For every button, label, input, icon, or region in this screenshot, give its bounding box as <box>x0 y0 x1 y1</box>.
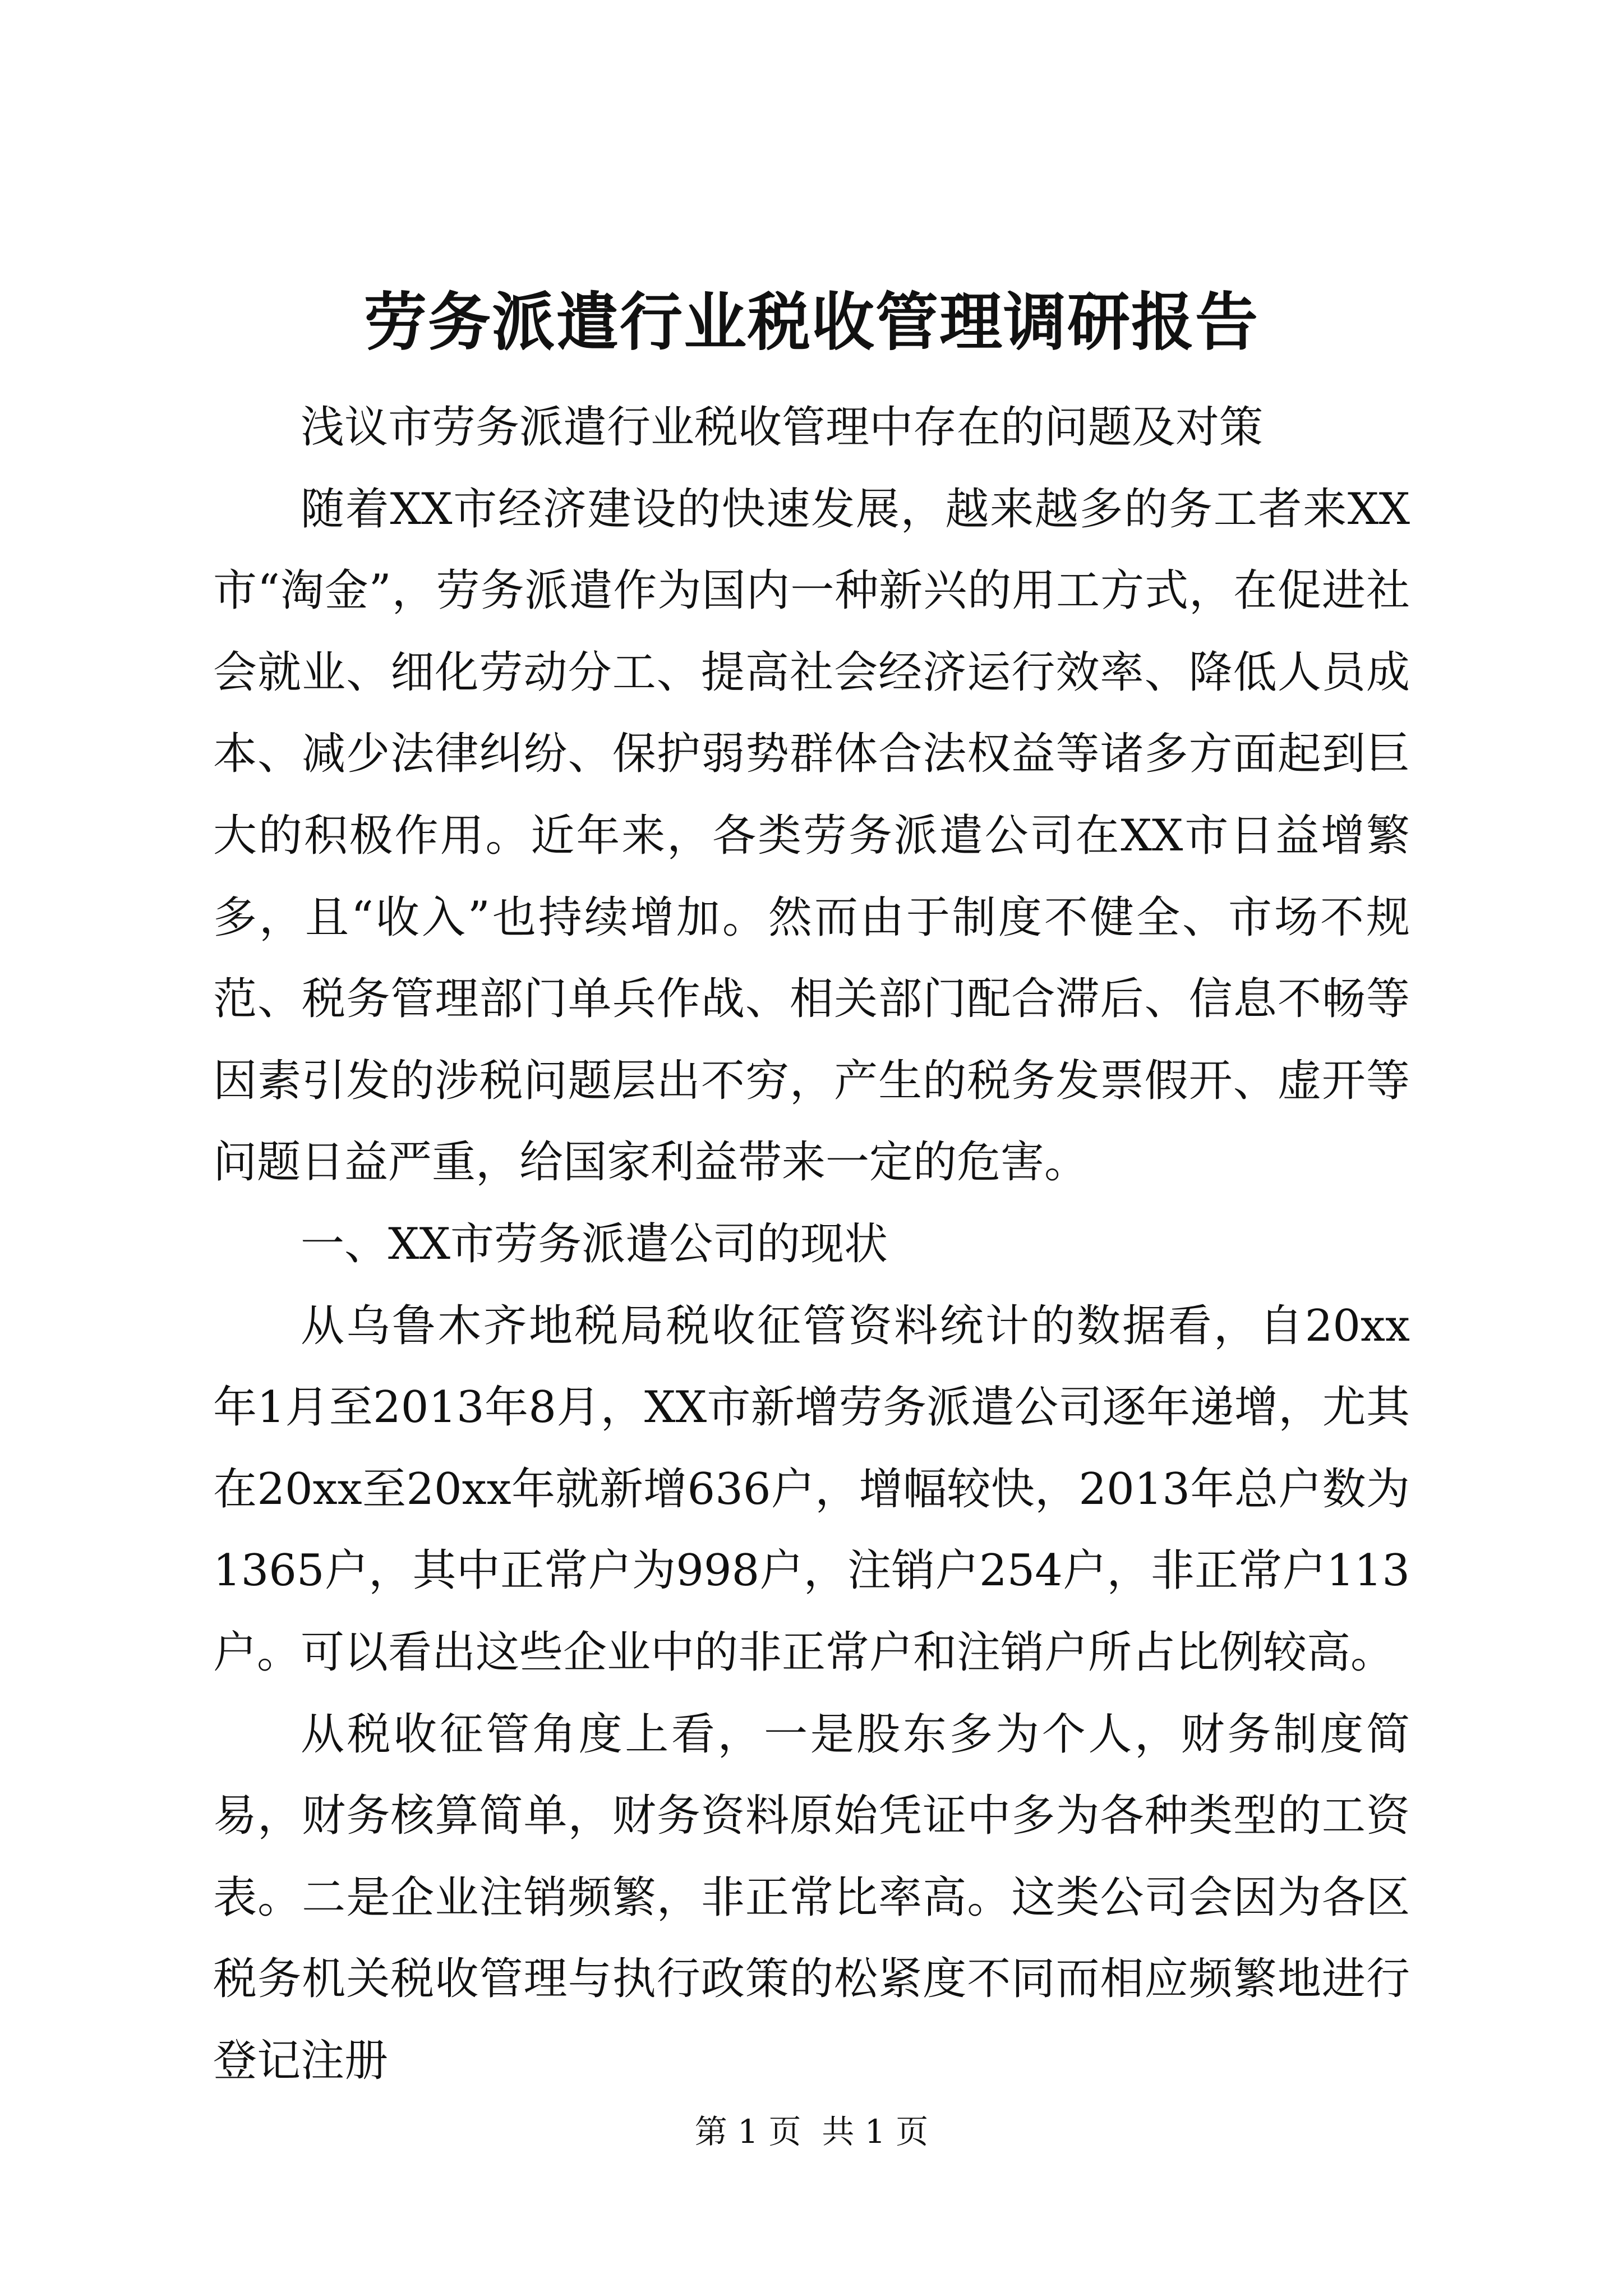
tax-management-paragraph: 从税收征管角度上看，一是股东多为个人，财务制度简易，财务核算简单，财务资料原始凭证中多为各种类型的工资表。二是企业注销频繁，非正常比率高。这类公司会因为各区税务机关税收管理与执行政策的松紧度不同而相应频繁地进行登记注册 <box>213 1709 1410 2086</box>
intro-paragraph: 随着XX市经济建设的快速发展，越来越多的务工者来XX市“淘金”，劳务派遣作为国内一种新兴的用工方式，在促进社会就业、细化劳动分工、提高社会经济运行效率、降低人员成本、减少法律纠纷、保护弱势群体合法权益等诸多方面起到巨大的积极作用。近年来，各类劳务派遣公司在XX市日益增繁多，且“收入”也持续增加。然而由于制度不健全、市场不规范、税务管理部门单兵作战、相关部门配合滞后、信息不畅等因素引发的涉税问题层出不穷，产生的税务发票假开、虚开等问题日益严重，给国家利益带来一定的危害。 <box>213 484 1410 1188</box>
statistics-paragraph: 从乌鲁木齐地税局税收征管资料统计的数据看，自20xx年1月至2013年8月，XX市新增劳务派遣公司逐年递增，尤其在20xx至20xx年就新增636户，增幅较快，2013年总户数为1365户，其中正常户为998户，注销户254户，非正常户113户。可以看出这些企业中的非正常户和注销户所占比例较高。 <box>213 1300 1410 1678</box>
section-heading: 一、XX市劳务派遣公司的现状 <box>301 1218 888 1269</box>
document-subtitle: 浅议市劳务派遣行业税收管理中存在的问题及对策 <box>301 402 1264 453</box>
page-title: 劳务派遣行业税收管理调研报告 <box>364 286 1259 359</box>
page-footer: 第 1 页 共 1 页 <box>694 2113 929 2151</box>
document-body <box>213 280 1410 2102</box>
